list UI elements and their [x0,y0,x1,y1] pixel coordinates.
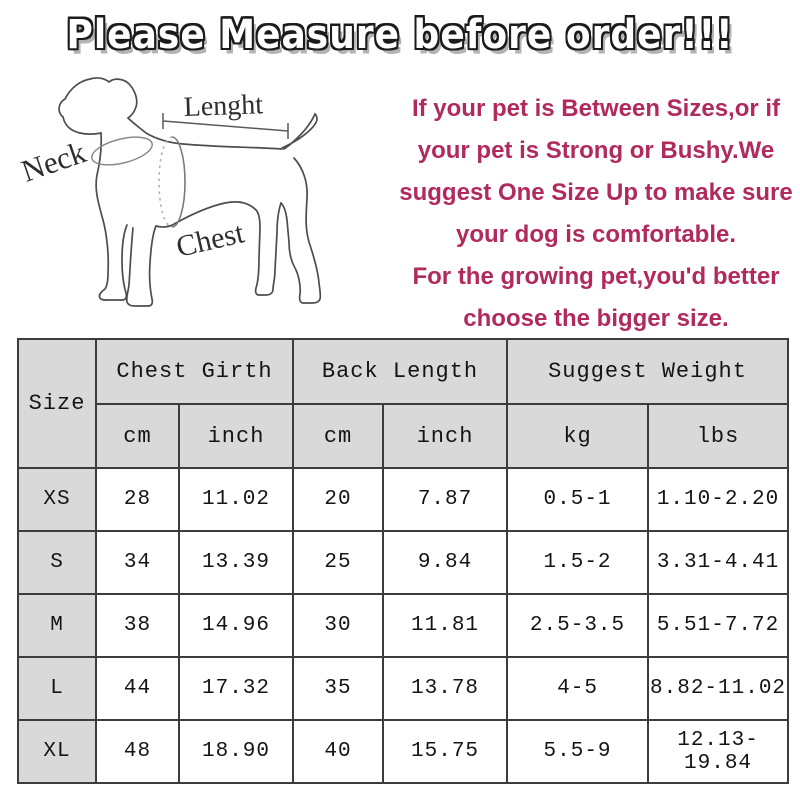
dog-outline-near-hind-leg [281,158,320,303]
table-row-s [18,531,788,594]
value-cell: 40 [293,720,383,783]
notice-line: For the growing pet,you'd better [412,263,780,290]
value-cell: 5.5-9 [507,720,648,783]
neck-measure-loop [89,132,155,170]
chest-label: Chest [173,216,248,264]
size-chart-table [17,338,789,784]
length-label: Lenght [183,89,264,123]
value-cell: 44 [96,657,179,720]
group-header-suggest-weight: Suggest Weight [507,339,788,404]
value-cell: 18.90 [179,720,293,783]
value-cell: 4-5 [507,657,648,720]
value-cell: 17.32 [179,657,293,720]
size-cell: XL [18,720,96,783]
value-cell: 2.5-3.5 [507,594,648,657]
page-title: Please Measure before order!!! [66,12,734,58]
value-cell: 25 [293,531,383,594]
value-cell: 5.51-7.72 [648,594,788,657]
value-cell: 15.75 [383,720,507,783]
unit-header-kg: kg [507,404,648,468]
notice-line: choose the bigger size. [463,305,729,332]
size-cell: M [18,594,96,657]
value-cell: 9.84 [383,531,507,594]
chest-measure-loop-back [172,137,185,227]
value-cell: 34 [96,531,179,594]
value-cell: 11.81 [383,594,507,657]
chest-measure-loop-front [159,137,172,227]
value-cell: 7.87 [383,468,507,531]
neck-label: Neck [16,134,91,189]
value-cell: 20 [293,468,383,531]
value-cell: 38 [96,594,179,657]
table-row-xl [18,720,788,783]
value-cell: 28 [96,468,179,531]
value-cell: 1.5-2 [507,531,648,594]
notice-line: your pet is Strong or Bushy.We [417,137,775,164]
notice-line: your dog is comfortable. [455,221,737,248]
value-cell: 3.31-4.41 [648,531,788,594]
value-cell: 13.78 [383,657,507,720]
table-row-m [18,594,788,657]
size-cell: L [18,657,96,720]
table-row-l [18,657,788,720]
notice-line: suggest One Size Up to make sure [399,179,793,206]
size-cell: XS [18,468,96,531]
unit-header-inch: inch [383,404,507,468]
value-cell: 1.10-2.20 [648,468,788,531]
value-cell: 30 [293,594,383,657]
unit-header-cm: cm [293,404,383,468]
table-row-xs [18,468,788,531]
sizing-notice [392,88,800,340]
value-cell: 48 [96,720,179,783]
value-cell: 13.39 [179,531,293,594]
unit-header-lbs: lbs [648,404,788,468]
size-cell: S [18,531,96,594]
unit-header-inch: inch [179,404,293,468]
unit-header-cm: cm [96,404,179,468]
group-header-chest-girth: Chest Girth [96,339,293,404]
notice-line: If your pet is Between Sizes,or if [411,95,781,122]
dog-outline-far-front-leg [127,226,156,306]
value-cell: 14.96 [179,594,293,657]
value-cell: 8.82-11.02 [648,657,788,720]
dog-outline-far-hind-leg [256,203,281,295]
dog-measurement-diagram [0,70,400,320]
value-cell: 0.5-1 [507,468,648,531]
value-cell: 35 [293,657,383,720]
corner-header-size: Size [18,339,96,468]
group-header-back-length: Back Length [293,339,507,404]
value-cell: 11.02 [179,468,293,531]
value-cell: 12.13-19.84 [648,720,788,783]
